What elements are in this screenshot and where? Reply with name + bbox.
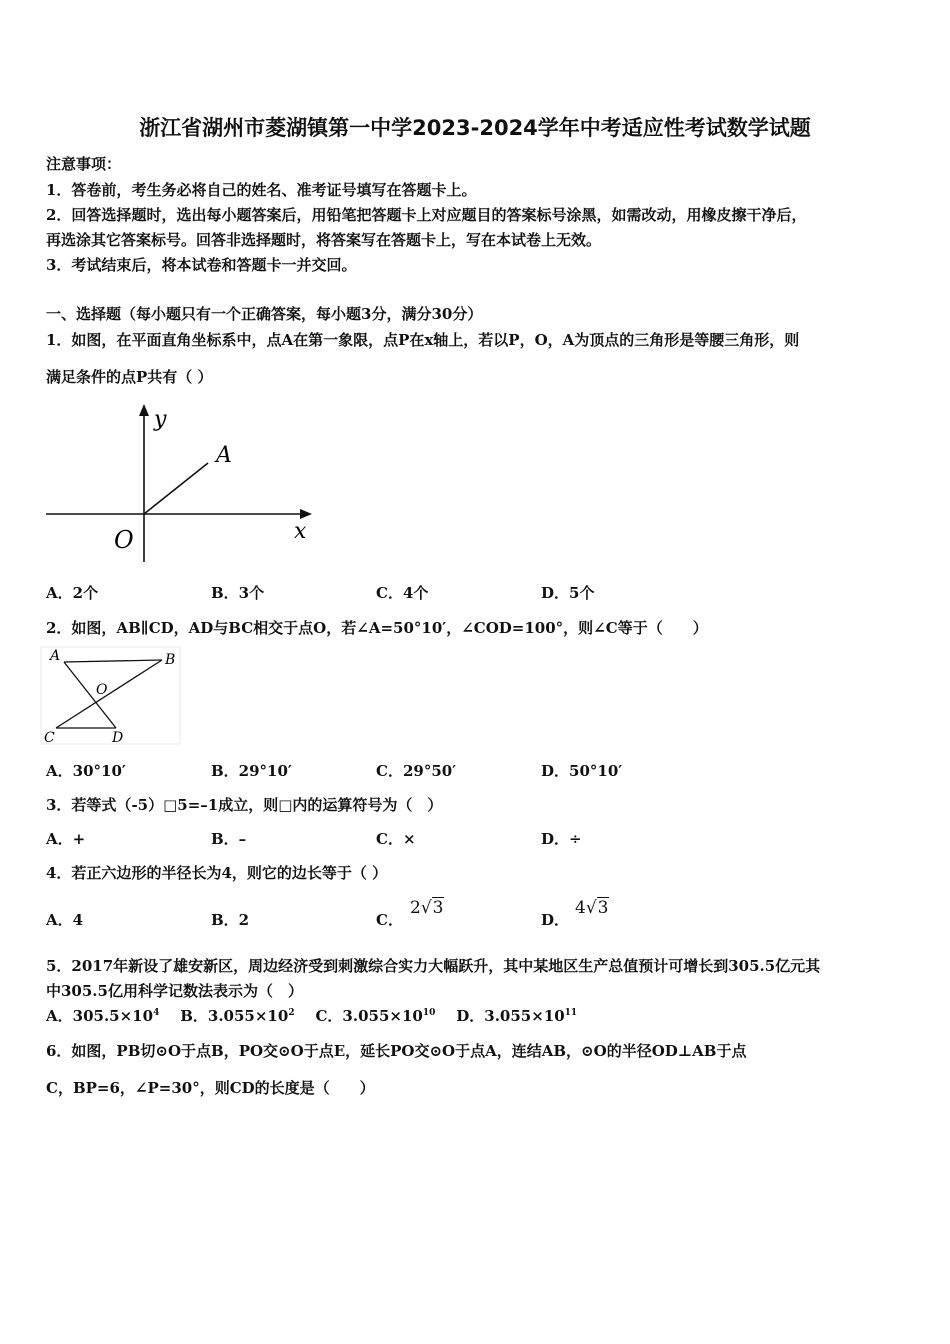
q4-option-d-value <box>575 898 609 918</box>
sqrt-icon: √ <box>420 898 432 918</box>
point-a-label: A <box>216 443 232 468</box>
sqrt-icon: √ <box>585 898 597 918</box>
point-c-label: C <box>44 730 55 746</box>
segment-bc <box>56 660 162 728</box>
q4-option-d-label: D． <box>541 911 570 929</box>
y-label: y <box>154 407 167 432</box>
q5-options <box>46 1005 577 1026</box>
q3-option-d: D．÷ <box>541 830 582 848</box>
q1-stem-b: 满足条件的点P共有（ ） <box>46 368 213 386</box>
q1-option-a: A．2个 <box>46 584 99 602</box>
q2-option-b: B．29°10′ <box>211 762 292 780</box>
q4-option-c-coef: 2 <box>410 898 421 918</box>
notice-heading: 注意事项： <box>46 155 122 173</box>
q4-option-d-radicand: 3 <box>597 898 609 918</box>
segment-oa <box>144 463 208 514</box>
q5-option-b: B．$3.055\times 10^2$ <box>180 1007 295 1025</box>
origin-label: O <box>114 526 134 554</box>
q4-stem: 4．若正六边形的半径长为4，则它的边长等于（ ） <box>46 864 388 882</box>
point-b-label: B <box>165 652 176 668</box>
q4-option-c-value <box>410 898 444 918</box>
q1-option-b: B．3个 <box>211 584 265 602</box>
q5-stem-b: 中305.5亿用科学记数法表示为（ ） <box>46 982 303 1000</box>
segment-ab <box>64 660 162 662</box>
q5-option-c: C．$3.055\times 10^{10}$ <box>315 1007 436 1025</box>
section-heading: 一、选择题（每小题只有一个正确答案，每小题3分，满分30分） <box>46 305 483 323</box>
q4-option-d-coef: 4 <box>575 898 586 918</box>
notice-item-2b: 再选涂其它答案标号。回答非选择题时，将答案写在答题卡上，写在本试卷上无效。 <box>46 231 602 249</box>
q5-option-d: D．$3.055\times 10^{11}$ <box>456 1007 578 1025</box>
q4-option-b: B．2 <box>211 911 250 929</box>
notice-item-2a: 2．回答选择题时，选出每小题答案后，用铅笔把答题卡上对应题目的答案标号涂黑，如需改动，用橡皮擦干净后， <box>46 206 807 224</box>
q2-parallel-lines-figure <box>40 646 182 746</box>
q4-option-c-label: C． <box>376 911 403 929</box>
q4-option-c-radicand: 3 <box>432 898 444 918</box>
q5-option-a: A．$305.5\times 10^4$ <box>46 1007 160 1025</box>
q1-option-d: D．5个 <box>541 584 595 602</box>
q3-option-c: C．× <box>376 830 416 848</box>
x-axis-arrow <box>300 509 312 519</box>
q6-stem-a: 6．如图，PB切⊙O于点B，PO交⊙O于点E，延长PO交⊙O于点A，连结AB，⊙O的半径OD⊥AB于点 <box>46 1042 747 1060</box>
point-o-label: O <box>96 682 108 698</box>
q1-coordinate-figure <box>40 400 320 570</box>
notice-item-1: 1．答卷前，考生务必将自己的姓名、准考证号填写在答题卡上。 <box>46 181 477 199</box>
q5-stem-a: 5．2017年新设了雄安新区，周边经济受到刺激综合实力大幅跃升，其中某地区生产总值预计可增长到305.5亿元其 <box>46 957 821 975</box>
q3-option-a: A．+ <box>46 830 86 848</box>
notice-item-3: 3．考试结束后，将本试卷和答题卡一并交回。 <box>46 256 357 274</box>
q2-stem: 2．如图，AB∥CD，AD与BC相交于点O，若∠A=50°10′，∠COD=100°，则∠C等于（ ） <box>46 619 708 637</box>
q3-option-b: B．– <box>211 830 247 848</box>
x-label: x <box>294 519 307 544</box>
q2-option-d: D．50°10′ <box>541 762 623 780</box>
q2-option-a: A．30°10′ <box>46 762 126 780</box>
page-title: 浙江省湖州市菱湖镇第一中学2023-2024学年中考适应性考试数学试题 <box>139 116 811 140</box>
q6-stem-b: C，BP=6，∠P=30°，则CD的长度是（ ） <box>46 1079 375 1097</box>
q3-stem: 3．若等式（-5）□5=–1成立，则□内的运算符号为（ ） <box>46 796 443 814</box>
point-d-label: D <box>112 730 124 746</box>
q4-option-a: A．4 <box>46 911 84 929</box>
point-a-label: A <box>50 648 61 664</box>
q1-option-c: C．4个 <box>376 584 429 602</box>
y-axis-arrow <box>139 404 149 416</box>
q1-stem-a: 1．如图，在平面直角坐标系中，点A在第一象限，点P在x轴上，若以P，O，A为顶点的三角形是等腰三角形，则 <box>46 331 800 349</box>
q2-option-c: C．29°50′ <box>376 762 457 780</box>
